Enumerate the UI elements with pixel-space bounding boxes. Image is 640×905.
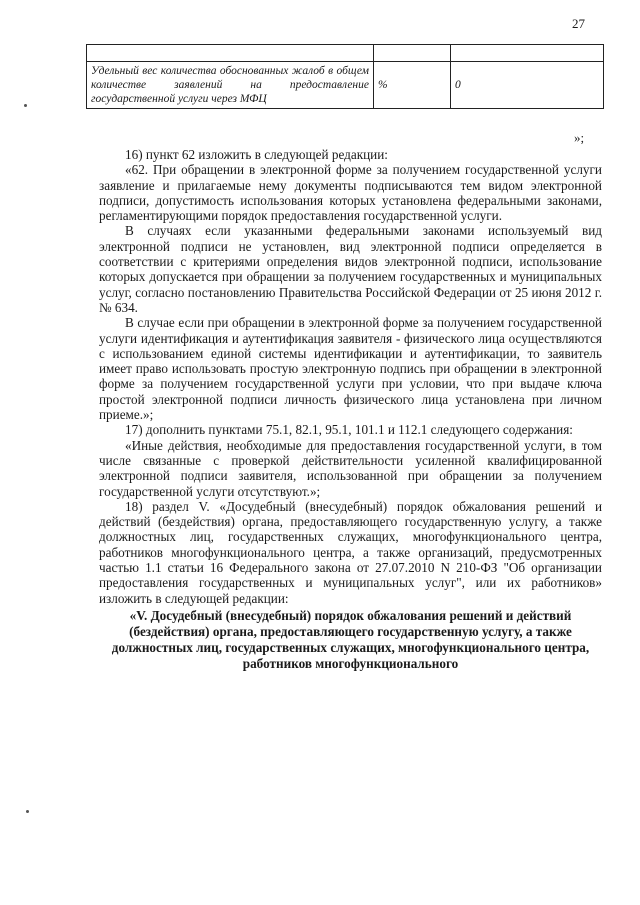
paragraph-item-18: 18) раздел V. «Досудебный (внесудебный) порядок обжалования решений и действий (бездействия) органа, предоставляющего государственную услугу, а также должностных лиц, государственных служащих, многофункционального центра, работников многофункционального центра, а также организаций, предусмотренных частью 1.1 статьи 16 Федерального закона от 27.07.2010 N 210-ФЗ "Об организации предоставления государственных и муниципальных услуг", или их работников» изложить в следующей редакции:	[99, 498, 602, 606]
table-cell	[87, 45, 374, 62]
paragraph-signature-type: В случаях если указанными федеральными законами используемый вид электронной подписи не установлен, вид электронной подписи определяется в соответствии с критериями определения видов электронной подписи, использование которых допускается при обращении за получением государственных и муниципальных услуг, согласно постановлению Правительства Российской Федерации от 25 июня 2012 г. № 634.	[99, 223, 602, 315]
document-body	[99, 147, 602, 672]
indicator-value-cell: 0	[451, 62, 604, 109]
closing-quote: »;	[574, 130, 585, 145]
indicator-name-cell: Удельный вес количества обоснованных жалоб в общем количестве заявлений на предоставление государственной услуги через МФЦ	[87, 62, 374, 109]
table-cell	[374, 45, 451, 62]
scan-dot	[24, 104, 27, 107]
page-number: 27	[572, 16, 585, 31]
table-row	[87, 62, 604, 109]
table-row	[87, 45, 604, 62]
paragraph-identification: В случае если при обращении в электронной форме за получением государственной услуги идентификация и аутентификация заявителя - физического лица осуществляются с использованием единой системы идентификации и аутентификации, то заявитель имеет право использовать простую электронную подпись при обращении в электронной форме за получением государственной услуги при условии, что при выдаче ключа простой электронной подписи личность физического лица установлена при личном приеме.»;	[99, 315, 602, 423]
section-heading: «V. Досудебный (внесудебный) порядок обжалования решений и действий (бездействия) органа, предоставляющего государственную услугу, а также должностных лиц, государственных служащих, многофункционального центра, работников многофункционального	[111, 607, 590, 671]
indicator-unit-cell: %	[374, 62, 451, 109]
paragraph-other-actions: «Иные действия, необходимые для предоставления государственной услуги, в том числе связанные с проверкой действительности усиленной квалифицированной электронной подписи заявителя, использованной при обращении за получением государственной услуги отсутствуют.»;	[99, 437, 602, 499]
paragraph-item-17: 17) дополнить пунктами 75.1, 82.1, 95.1, 101.1 и 112.1 следующего содержания:	[125, 422, 573, 438]
indicator-table	[86, 44, 604, 109]
paragraph-item-16: 16) пункт 62 изложить в следующей редакции:	[125, 147, 388, 162]
table-cell	[451, 45, 604, 62]
paragraph-62: «62. При обращении в электронной форме за получением государственной услуги заявление и прилагаемые нему документы подписываются тем видом электронной подписи, допустимость использования которых установлена федеральными законами, регламентирующими порядок предоставления государственной услуги.	[99, 162, 602, 224]
scan-dot	[26, 810, 29, 813]
